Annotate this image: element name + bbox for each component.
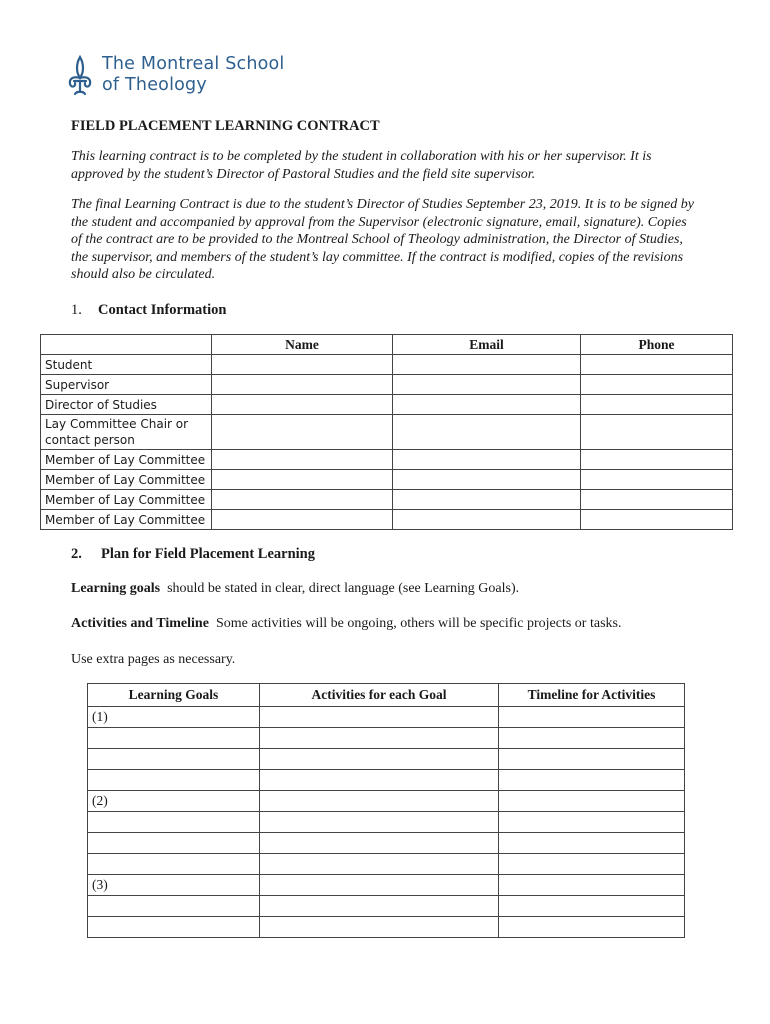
contact-header-email: Email [393, 335, 581, 355]
email-cell[interactable] [393, 415, 581, 450]
activity-cell[interactable] [260, 854, 499, 875]
logo-line-2: of Theology [102, 75, 207, 95]
phone-cell[interactable] [581, 470, 733, 490]
phone-cell[interactable] [581, 450, 733, 470]
activity-cell[interactable] [260, 896, 499, 917]
goal-cell[interactable] [88, 917, 260, 938]
section-1-heading [71, 302, 226, 319]
table-row [41, 375, 733, 395]
activity-cell[interactable] [260, 833, 499, 854]
table-row [41, 470, 733, 490]
contact-role: Member of Lay Committee [41, 450, 212, 470]
table-row [88, 791, 685, 812]
email-cell[interactable] [393, 490, 581, 510]
table-row [41, 450, 733, 470]
contact-table [40, 334, 733, 530]
section-2-title: Plan for Field Placement Learning [101, 546, 315, 562]
table-row [88, 917, 685, 938]
timeline-cell[interactable] [499, 728, 685, 749]
section-1-number: 1. [71, 302, 82, 318]
goal-cell[interactable] [88, 833, 260, 854]
goal-cell[interactable]: (1) [88, 707, 260, 728]
name-cell[interactable] [212, 415, 393, 450]
name-cell[interactable] [212, 375, 393, 395]
timeline-cell[interactable] [499, 749, 685, 770]
timeline-cell[interactable] [499, 917, 685, 938]
activity-cell[interactable] [260, 791, 499, 812]
timeline-cell[interactable] [499, 854, 685, 875]
name-cell[interactable] [212, 470, 393, 490]
table-row [41, 490, 733, 510]
phone-cell[interactable] [581, 395, 733, 415]
intro-paragraph: This learning contract is to be completed by the student in collaboration with his or her supervisor. It is approved by the student’s Director of Pastoral Studies and the field site supervisor. [71, 149, 652, 182]
goal-cell[interactable] [88, 854, 260, 875]
plan-header-row [88, 684, 685, 707]
contact-header-name: Name [212, 335, 393, 355]
phone-cell[interactable] [581, 510, 733, 530]
table-row [88, 770, 685, 791]
email-cell[interactable] [393, 375, 581, 395]
plan-header-goals: Learning Goals [88, 684, 260, 707]
phone-cell[interactable] [581, 375, 733, 395]
name-cell[interactable] [212, 490, 393, 510]
table-row [88, 854, 685, 875]
contact-role: Director of Studies [41, 395, 212, 415]
goal-cell[interactable] [88, 728, 260, 749]
goal-cell[interactable]: (2) [88, 791, 260, 812]
activities-label: Activities and Timeline [71, 616, 209, 631]
section-2-number: 2. [71, 546, 82, 562]
table-row [41, 415, 733, 450]
phone-cell[interactable] [581, 355, 733, 375]
contact-role: Member of Lay Committee [41, 470, 212, 490]
timeline-cell[interactable] [499, 707, 685, 728]
activity-cell[interactable] [260, 707, 499, 728]
activity-cell[interactable] [260, 770, 499, 791]
logo [66, 54, 285, 98]
phone-cell[interactable] [581, 490, 733, 510]
name-cell[interactable] [212, 450, 393, 470]
fleur-de-lis-icon [66, 54, 94, 98]
table-row [88, 875, 685, 896]
learning-goals-label: Learning goals [71, 581, 161, 596]
contact-header-role [41, 335, 212, 355]
goal-cell[interactable]: (3) [88, 875, 260, 896]
contact-role: Lay Committee Chair or contact person [41, 415, 212, 450]
timeline-cell[interactable] [499, 833, 685, 854]
contact-role: Member of Lay Committee [41, 490, 212, 510]
activity-cell[interactable] [260, 812, 499, 833]
table-row [41, 510, 733, 530]
contact-header-phone: Phone [581, 335, 733, 355]
table-row [88, 707, 685, 728]
table-row [88, 833, 685, 854]
extra-pages-note: Use extra pages as necessary. [71, 652, 236, 667]
goal-cell[interactable] [88, 770, 260, 791]
email-cell[interactable] [393, 395, 581, 415]
timeline-cell[interactable] [499, 896, 685, 917]
table-row [88, 728, 685, 749]
timeline-cell[interactable] [499, 791, 685, 812]
phone-cell[interactable] [581, 415, 733, 450]
timeline-cell[interactable] [499, 875, 685, 896]
email-cell[interactable] [393, 355, 581, 375]
timeline-cell[interactable] [499, 770, 685, 791]
activity-cell[interactable] [260, 728, 499, 749]
activities-line [71, 616, 621, 632]
learning-goals-line [71, 581, 519, 597]
table-row [88, 812, 685, 833]
activity-cell[interactable] [260, 875, 499, 896]
section-2-heading [71, 546, 315, 563]
goal-cell[interactable] [88, 896, 260, 917]
learning-goals-text: should be stated in clear, direct language (see Learning Goals). [167, 581, 520, 596]
activity-cell[interactable] [260, 917, 499, 938]
document-title: FIELD PLACEMENT LEARNING CONTRACT [71, 118, 380, 134]
contact-header-row [41, 335, 733, 355]
activities-text: Some activities will be ongoing, others will be specific projects or tasks. [215, 616, 622, 631]
activity-cell[interactable] [260, 749, 499, 770]
table-row [88, 896, 685, 917]
due-date-paragraph: The final Learning Contract is due to the student’s Director of Studies September 23, 2019. It is to be signed by the student and accompanied by approval from the Supervisor (electronic signature, email, signature). Copies of the contract are to be provided to the Montreal School of Theology administration, the Director of Studies, the supervisor, and members of the student’s lay committee. If the contract is modified, copies of the revisions should also be circulated. [71, 197, 694, 282]
plan-table [87, 683, 685, 938]
table-row [41, 355, 733, 375]
name-cell[interactable] [212, 355, 393, 375]
contact-role: Student [41, 355, 212, 375]
email-cell[interactable] [393, 450, 581, 470]
timeline-cell[interactable] [499, 812, 685, 833]
plan-header-timeline: Timeline for Activities [499, 684, 685, 707]
table-row [88, 749, 685, 770]
name-cell[interactable] [212, 510, 393, 530]
contact-role: Member of Lay Committee [41, 510, 212, 530]
email-cell[interactable] [393, 510, 581, 530]
logo-line-1: The Montreal School [102, 54, 285, 74]
email-cell[interactable] [393, 470, 581, 490]
name-cell[interactable] [212, 395, 393, 415]
goal-cell[interactable] [88, 812, 260, 833]
plan-header-activities: Activities for each Goal [260, 684, 499, 707]
goal-cell[interactable] [88, 749, 260, 770]
contact-role: Supervisor [41, 375, 212, 395]
section-1-title: Contact Information [98, 302, 227, 318]
table-row [41, 395, 733, 415]
